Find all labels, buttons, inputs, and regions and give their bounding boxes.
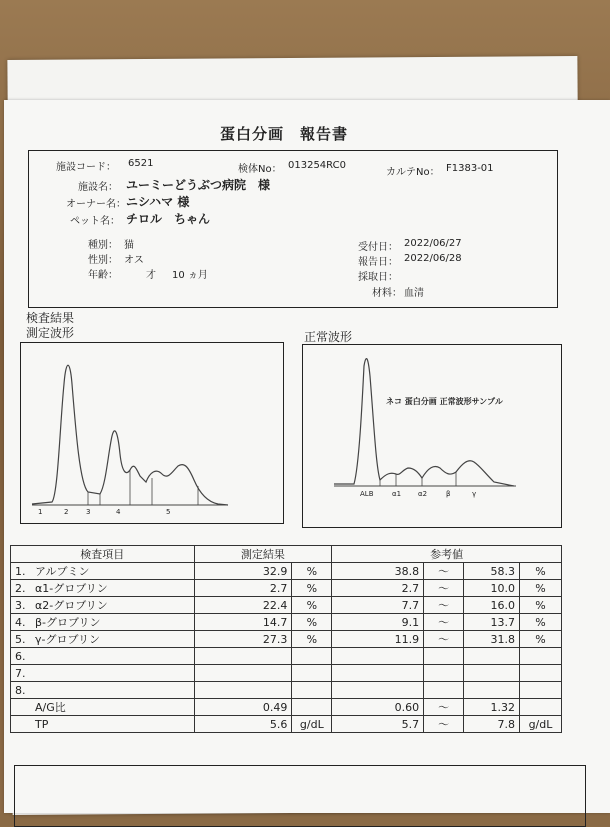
ref-unit: %	[519, 597, 561, 614]
normal-axis-g: γ	[472, 490, 477, 498]
ref-high: 58.3	[464, 563, 520, 580]
measured-axis-5: 5	[166, 508, 171, 516]
material-label: 材料：	[372, 288, 402, 299]
table-row-tp	[11, 716, 562, 733]
item-value: 27.3	[194, 631, 292, 648]
ag-unit	[292, 699, 332, 716]
item-cell	[11, 597, 195, 614]
table-row	[11, 665, 562, 682]
normal-waveform	[304, 346, 560, 524]
item-number: 7.	[15, 666, 26, 680]
ref-high	[464, 648, 520, 665]
item-value	[194, 665, 292, 682]
item-number: 6.	[15, 649, 26, 663]
tp-value: 5.6	[194, 716, 292, 733]
measured-axis-1: 1	[38, 508, 43, 516]
ref-unit: %	[519, 614, 561, 631]
item-cell	[11, 614, 195, 631]
item-value: 22.4	[194, 597, 292, 614]
item-name: α1-グロブリン	[35, 582, 108, 595]
ref-low: 2.7	[332, 580, 424, 597]
tp-low: 5.7	[332, 716, 424, 733]
item-cell	[11, 665, 195, 682]
item-cell	[11, 580, 195, 597]
ag-value: 0.49	[194, 699, 292, 716]
bottom-comment-box	[14, 765, 586, 827]
ref-high: 16.0	[464, 597, 520, 614]
table-row	[11, 580, 562, 597]
measured-axis-3: 3	[86, 508, 91, 516]
item-unit: %	[292, 563, 332, 580]
pet-label: ペット名：	[70, 216, 120, 227]
specimen-no-label: 検体No：	[238, 164, 282, 175]
ref-tilde: 〜	[424, 614, 464, 631]
ref-low: 9.1	[332, 614, 424, 631]
item-number: 8.	[15, 683, 26, 697]
ref-tilde: 〜	[424, 631, 464, 648]
item-unit: %	[292, 614, 332, 631]
ref-tilde: 〜	[424, 597, 464, 614]
table-row	[11, 631, 562, 648]
item-number: 3.	[15, 599, 26, 612]
item-number: 5.	[15, 633, 26, 646]
tp-high: 7.8	[464, 716, 520, 733]
item-unit: %	[292, 631, 332, 648]
tp-name: TP	[11, 716, 195, 733]
header-item: 検査項目	[11, 546, 195, 563]
ag-name: A/G比	[11, 699, 195, 716]
tp-unit: g/dL	[292, 716, 332, 733]
ref-high	[464, 665, 520, 682]
facility-name-label: 施設名：	[78, 182, 118, 193]
normal-waveform-caption: ネコ 蛋白分画 正常波形サンプル	[386, 397, 503, 406]
results-table	[10, 545, 562, 733]
normal-axis-alb: ALB	[360, 490, 374, 498]
ref-low	[332, 648, 424, 665]
report-title: 蛋白分画 報告書	[220, 125, 349, 143]
species: 猫	[124, 240, 134, 251]
owner-name: ニシハマ 様	[126, 195, 190, 209]
measured-axis-4: 4	[116, 508, 121, 516]
item-cell	[11, 682, 195, 699]
item-unit	[292, 665, 332, 682]
tp-ref-unit: g/dL	[519, 716, 561, 733]
ref-high: 31.8	[464, 631, 520, 648]
sex: オス	[124, 255, 144, 266]
species-label: 種別：	[88, 240, 118, 251]
item-name: α2-グロブリン	[35, 599, 108, 612]
ref-tilde: 〜	[424, 580, 464, 597]
facility-code: 6521	[128, 158, 154, 169]
ag-high: 1.32	[464, 699, 520, 716]
chart-no: F1383-01	[446, 163, 494, 174]
measured-axis-2: 2	[64, 508, 69, 516]
facility-code-label: 施設コード：	[56, 162, 116, 173]
item-unit	[292, 682, 332, 699]
item-value	[194, 682, 292, 699]
specimen-no: 013254RC0	[288, 160, 346, 171]
item-value: 2.7	[194, 580, 292, 597]
sex-label: 性別：	[88, 255, 118, 266]
normal-waveform-heading: 正常波形	[304, 330, 353, 344]
report-date: 2022/06/28	[404, 253, 462, 264]
normal-axis-a1: α1	[392, 490, 402, 498]
table-row	[11, 648, 562, 665]
ref-tilde	[424, 665, 464, 682]
ref-unit	[519, 682, 561, 699]
pet-name: チロル ちゃん	[126, 212, 211, 226]
item-unit	[292, 648, 332, 665]
ref-unit	[519, 665, 561, 682]
ref-low: 7.7	[332, 597, 424, 614]
facility-name: ユーミーどうぶつ病院 様	[126, 178, 271, 192]
ref-tilde	[424, 682, 464, 699]
age-years: 才	[146, 270, 156, 281]
item-name: γ-グロブリン	[35, 633, 101, 646]
item-cell	[11, 648, 195, 665]
ag-ref-unit	[519, 699, 561, 716]
item-cell	[11, 631, 195, 648]
normal-axis-a2: α2	[418, 490, 428, 498]
ref-high: 13.7	[464, 614, 520, 631]
report-date-label: 報告日：	[358, 257, 398, 268]
table-row	[11, 563, 562, 580]
item-number: 2.	[15, 582, 26, 595]
received-date: 2022/06/27	[404, 238, 462, 249]
ref-low	[332, 665, 424, 682]
tp-tilde: 〜	[424, 716, 464, 733]
ref-unit	[519, 648, 561, 665]
item-unit: %	[292, 580, 332, 597]
age-label: 年齢：	[88, 270, 118, 281]
ref-high: 10.0	[464, 580, 520, 597]
chart-no-label: カルテNo：	[386, 167, 440, 178]
ref-low	[332, 682, 424, 699]
table-header-row	[11, 546, 562, 563]
measured-waveform-heading: 測定波形	[26, 326, 75, 340]
item-name: アルブミン	[35, 565, 90, 578]
item-number: 4.	[15, 616, 26, 629]
ref-low: 11.9	[332, 631, 424, 648]
results-heading: 検査結果	[26, 311, 75, 325]
header-reference: 参考値	[332, 546, 562, 563]
table-row-ag	[11, 699, 562, 716]
ref-unit: %	[519, 631, 561, 648]
material: 血清	[404, 288, 424, 299]
item-value: 32.9	[194, 563, 292, 580]
owner-label: オーナー名：	[66, 199, 126, 210]
item-unit: %	[292, 597, 332, 614]
age-months: 10 ヵ月	[172, 270, 208, 281]
item-value: 14.7	[194, 614, 292, 631]
item-name: β-グロブリン	[35, 616, 101, 629]
item-number: 1.	[15, 565, 26, 578]
table-row	[11, 597, 562, 614]
header-result: 測定結果	[194, 546, 332, 563]
ref-tilde: 〜	[424, 563, 464, 580]
received-label: 受付日：	[358, 242, 398, 253]
table-row	[11, 614, 562, 631]
ref-high	[464, 682, 520, 699]
normal-axis-b: β	[446, 490, 451, 498]
ref-tilde	[424, 648, 464, 665]
normal-curve	[334, 359, 514, 486]
item-cell	[11, 563, 195, 580]
ref-unit: %	[519, 563, 561, 580]
collected-label: 採取日：	[358, 272, 398, 283]
measured-waveform	[22, 344, 282, 522]
item-value	[194, 648, 292, 665]
ag-tilde: 〜	[424, 699, 464, 716]
ref-low: 38.8	[332, 563, 424, 580]
table-row	[11, 682, 562, 699]
ref-unit: %	[519, 580, 561, 597]
ag-low: 0.60	[332, 699, 424, 716]
